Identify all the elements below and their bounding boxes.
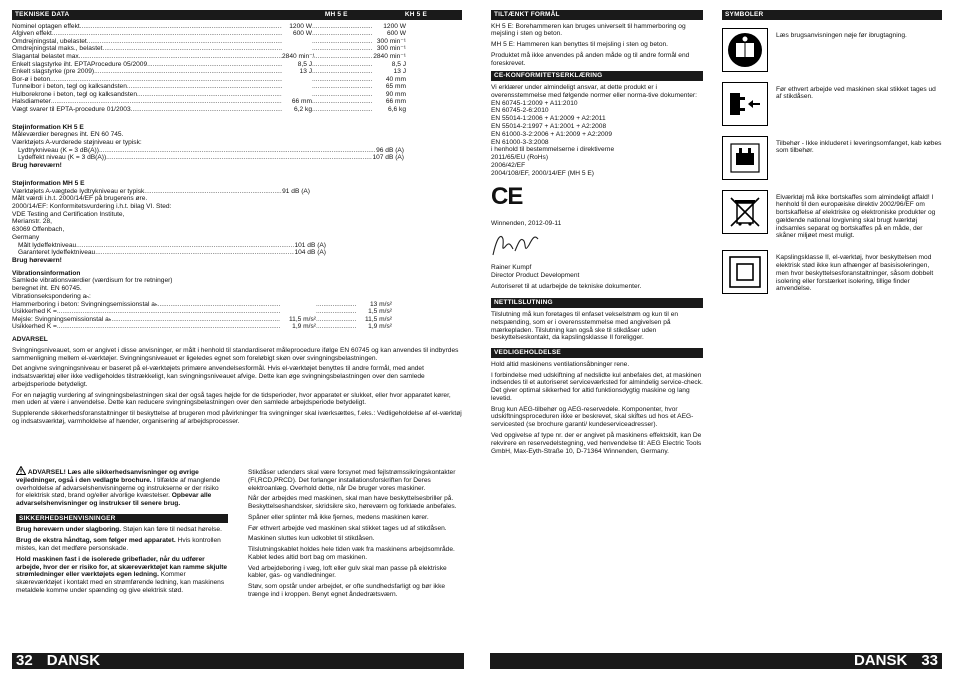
paragraph: Hold altid maskinens ventilationsåbninger rene. bbox=[491, 360, 630, 368]
spec-row bbox=[12, 98, 462, 106]
symbol-description: Tilbehør - Ikke inkluderet i leveringsomfanget, kab købes som tilbehør. bbox=[776, 139, 942, 155]
right-page-col-a: TILTÆNKT FORMÅL KH 5 E: Borehammeren kan bruges universelt til hammerboring og mejsling i sten og beton. MH 5 E: Hammeren kan benyttes til mejsling i sten og beton. Produktet må ikke anvendes på anden måde og til andre formål end foreskrevet. CE-KONFORMITETSERKLÆRING Vi erklærer under almindeligt ansvar, at dette produkt er i overensstemmelse med følgende normer eller norma-tive dokumenter: EN 60745-1:2009 + A11:2010 EN 60745-2-6:2010 EN 55014-1:2006 + A1:2009 + A2:2011 EN 55014-2:1997 + A1:2001 + A2:2008 EN 61000-3-2:2006 + A1:2009 + A2:2009 EN 61000-3-3:2008 i henhold til bestemmelserne i direktiverne 2011/65/EU (RoHs) 2006/42/EF 2004/108/EF, 2000/14/EF (MH 5 E) CE Winnenden, 2012-09-11 Rainer Kumpf Director Product Development Autoriseret til at udarbejde de tekniske dokumenter. NETTILSLUTNING Tilslutning må kun foretages til enfaset vekselstrøm og kun til en netspænding, som er i overensstemmelse med angivelsen på mærkepladen. Tilslutning kan også ske til stikdåser uden beskyttelseskontakt, da kapslingsklasse II foreligger. VEDLIGEHOLDELSE Hold altid maskinens ventilationsåbninger rene. I forbindelse med udskiftning af nedslidte kul anbefales det, at maskinen indsendes til et autoriseret serviceværksted for almindelig service-check. Det giver optimal sikkerhed for altid funktionsdygtig maskine og lang levetid. Brug kun AEG-tilbehør og AEG-reservedele. Komponenter, hvor udskiftningsproceduren ikke er beskrevet, skal skiftes ud hos et AEG-servicested (se brochure garanti/ kundeserviceadresser). Ved opgivelse af type nr. der er angivet på maskinens effektskilt, kan De rekvirere en reservedelstegning, ved henvendelse til: AEG Electric Tools GmbH, Max-Eyth-Straße 10, D-71364 Winnenden, Germany. bbox=[491, 11, 703, 455]
paragraph: Spåner eller splinter må ikke fjernes, medens maskinen kører. bbox=[248, 513, 429, 521]
vib-row: Usikkerhed K = ..... ..... 1,5 m/s² bbox=[12, 308, 462, 316]
spec-label: Hulborekrone i beton, tegl og kalksandsten bbox=[12, 90, 137, 98]
warning-box: ADVARSEL! Læs alle sikkerhedsanvisninger og øvrige vejledninger, også i den vedlagte brochure. I tilfælde af manglende overholdelse af advarselshenvisningerne og instrukserne er der risiko for elektrisk stød, brand og/eller alvorlige kvæstelser. Opbevar alle advarselshenvisninger og instrukser til senere brug. bbox=[16, 466, 228, 508]
spec-value-kh: 600 W bbox=[386, 30, 406, 38]
sym-header: SYMBOLER bbox=[722, 10, 942, 20]
spec-label: Nominel optagen effekt bbox=[12, 22, 80, 30]
spec-value-kh: 66 mm bbox=[385, 98, 406, 106]
page-number-right: 33 bbox=[921, 652, 938, 670]
ce-mark: CE bbox=[491, 183, 523, 211]
paragraph: Ved arbejdeboring i væg, loft eller gulv skal man passe på elektriske kabler, gas- og vandledninger. bbox=[248, 564, 447, 580]
spec-value-kh: 300 min⁻¹ bbox=[376, 45, 406, 53]
warning-column bbox=[16, 466, 228, 598]
spec-value-kh: 90 mm bbox=[385, 90, 406, 98]
spec-label: Vægt svarer til EPTA-procedure 01/2003 bbox=[12, 106, 131, 114]
value-row: Lydtrykniveau (K = 3 dB(A)) ..... 96 dB (A) bbox=[18, 147, 462, 155]
vibration-section: Vibrationsinformation Samlede vibrationsværdier (værdisum for tre retninger) beregnet iht. EN 60745. Vibrationsekspondering aₕ: Hammerboring i beton: Svingningsemissionstal aₕ ..... ..... 13 m/s² Usikkerhed K = ..... ..... 1,5 m/s² Mejsle: Svingningsemissionstal aₕ ..... 11,5 m/s² ..... 11,5 m/s² Usikkerhed K = ..... 1,9 m/s² ..... 1,9 m/s² bbox=[12, 270, 462, 331]
paragraph: Supplerende sikkerhedsforanstaltninger til beskyttelse af brugeren mod påvirkninger fra svingninger skal iværksættes, f.eks.: Vedligeholdelse af el-værktøj og indsatsværktøj, varmholdelse af hænder, organisering af arbejdsprocesser. bbox=[12, 410, 462, 425]
spec-value-mh: 6,2 kg bbox=[294, 106, 312, 114]
paragraph: Det angivne svingningsniveau er baseret på el-værktøjets primære anvendelsesformål. Hvis el-værktøjet benyttes til andre formål, med andet indsatsværktøj eller ikke vedligeholdes tilstrækkeligt, kan svingningsniveauet afvige. Dette kan øge svingningsbelastningen over den samlede arbejdsperiode betydeligt. bbox=[12, 365, 425, 388]
mid-column bbox=[248, 469, 461, 602]
class-ii-icon bbox=[722, 250, 768, 294]
value-row: Lydeffekt niveau (K = 3 dB(A)) ..... 107 dB (A) bbox=[18, 154, 462, 162]
advarsel-section: ADVARSEL Svingningsniveauet, som er angivet i disse anvisninger, er målt i henhold til standardiseret måleprocedure ifølge EN 60745 og kan anvendes til indbyrdes sammenligning mellem el-værktøjer. Svingningsniveauet er ligeledes egnet som foreløbigt skøn over svingningsbelastningen. Det angivne svingningsniveau er baseret på el-værktøjets primære anvendelsesformål. Hvis el-værktøjet benyttes til andre formål, med andet indsatsværktøj eller ikke vedligeholdes tilstrækkeligt, kan svingningsniveauet afvige. Dette kan øge svingningsbelastningen over den samlede arbejdsperiode betydeligt. For en nøjagtig vurdering af svingningsbelastningen skal der også tages højde for de tidsperioder, hvor apparatet er slukket, eller hvor apparatet kører, men uden at være i anvendelse. Dette kan reducere svingningsbelastningen over den samlede arbejdsperiode betydeligt. Supplerende sikkerhedsforanstaltninger til beskyttelse af brugeren mod påvirkninger fra svingninger skal iværksættes, f.eks.: Vedligeholdelse af el-værktøj og indsatsværktøj, varmholdelse af hænder, organisering af arbejdsprocesser. bbox=[12, 336, 462, 425]
paragraph: Stikdåser udendørs skal være forsynet med fejlstrømssikringskontakter (FI,RCD,PRCD). Det forlanger installationsforskriften for Deres elektroanlæg. Overhold dette, når De bruger vores maskiner. bbox=[248, 469, 456, 492]
noise-kh-section: Støjinformation KH 5 E Måleværdier beregnes iht. EN 60 745. Værktøjets A-vurderede støjniveau er typisk: Lydtrykniveau (K = 3 dB(A)) ..... 96 dB (A) Lydeffekt niveau (K = 3 dB(A)) ..... 107 dB (A) Brug høreværn! bbox=[12, 124, 462, 170]
weee-bin-icon bbox=[722, 190, 768, 234]
paragraph: Maskinen sluttes kun udkoblet til stikdåsen. bbox=[248, 535, 375, 543]
paragraph: I forbindelse med udskiftning af nedslidte kul anbefales det, at maskinen indsendes til et autoriseret serviceværksted for almindelig service-check. Det giver optimal sikkerhed for altid funktionsdygtig maskine og lang levetid. bbox=[491, 371, 703, 402]
vib-row: Hammerboring i beton: Svingningsemissionstal aₕ ..... ..... 13 m/s² bbox=[12, 301, 462, 309]
net-header: NETTILSLUTNING bbox=[491, 298, 703, 308]
spec-label: Slagantal belastet max. bbox=[12, 52, 81, 60]
unplug-icon bbox=[722, 82, 768, 126]
tech-data-header: TEKNISKE DATA MH 5 E KH 5 E bbox=[12, 10, 462, 20]
spec-value-mh bbox=[282, 76, 312, 84]
spec-label: Enkelt slagstyrke iht. EPTAProcedure 05/2009 bbox=[12, 60, 148, 68]
ce-line: 2011/65/EU (RoHs) bbox=[491, 154, 549, 162]
sikker-header: SIKKERHEDSHENVISNINGER bbox=[16, 514, 228, 524]
spec-value-mh: 600 W bbox=[292, 30, 312, 38]
ce-header: CE-KONFORMITETSERKLÆRING bbox=[491, 71, 703, 81]
footer-left bbox=[12, 653, 464, 669]
spec-row bbox=[12, 23, 462, 31]
symbol-row bbox=[722, 190, 942, 241]
ce-line: EN 61000-3-2:2006 + A1:2009 + A2:2009 bbox=[491, 130, 612, 138]
spec-label: Halsdiameter bbox=[12, 98, 51, 106]
language-left: DANSK bbox=[46, 652, 101, 670]
paragraph: For en nøjagtig vurdering af svingningsbelastningen skal der også tages højde for de tidsperioder, hvor apparatet er slukket, eller hvor apparatet kører, men uden at være i anvendelse. Dette kan reducere svingningsbelastningen over den samlede arbejdsperiode betydeligt. bbox=[12, 391, 451, 407]
footer-right bbox=[490, 653, 942, 669]
spec-label: Afgiven effekt bbox=[12, 30, 52, 38]
paragraph: Ved opgivelse af type nr. der er angivet på maskinens effektskilt, kan De rekvirere en reservedelstegning, ved henvendelse til: AEG Electric Tools GmbH, Max-Eyth-Straße 10, D-71364 Winnenden, Germany. bbox=[491, 431, 702, 455]
spec-value-kh: 2840 min⁻¹ bbox=[373, 52, 406, 60]
spec-label: Omdrejningstal, ubelastet bbox=[12, 37, 87, 45]
spec-value-mh bbox=[282, 38, 312, 46]
symbol-description: Elværktøj må ikke bortskaffes som almindeligt affald! I henhold til den europæiske direktiv 2002/96/EF om bortskaffelse af elektriske og elektroniske produkter og gældende national lovgivning skal brugt lværktøj indsamles separat og bortskaffes på en måde, der skåner miljøet mest muligt. bbox=[776, 193, 936, 240]
spec-row bbox=[12, 83, 462, 91]
spec-row bbox=[12, 30, 462, 38]
spec-table bbox=[12, 23, 462, 114]
safety-paragraph: Brug de ekstra håndtag, som følger med apparatet. Hvis kontrollen mistes, kan det medføre personskade. bbox=[16, 537, 221, 553]
signature-image bbox=[491, 231, 541, 259]
ved-header: VEDLIGEHOLDELSE bbox=[491, 348, 703, 358]
vib-row: Usikkerhed K = ..... 1,9 m/s² ..... 1,9 m/s² bbox=[12, 323, 462, 331]
paragraph: MH 5 E: Hammeren kan benyttes til mejsling i sten og beton. bbox=[491, 41, 669, 49]
accessory-icon bbox=[722, 136, 768, 180]
spec-value-kh: 65 mm bbox=[385, 83, 406, 91]
ce-line: EN 61000-3-3:2008 bbox=[491, 138, 549, 146]
spec-value-kh: 40 mm bbox=[385, 75, 406, 83]
tilt-header: TILTÆNKT FORMÅL bbox=[491, 10, 703, 20]
spec-value-kh: 6,6 kg bbox=[388, 106, 406, 114]
spec-row bbox=[12, 91, 462, 99]
safety-paragraph: Brug høreværn under slagboring. Støjen kan føre til nedsat hørelse. bbox=[16, 526, 222, 534]
spec-label: Bor-ø i beton bbox=[12, 75, 51, 83]
symbol-row bbox=[722, 136, 942, 180]
ce-line: EN 55014-1:2006 + A1:2009 + A2:2011 bbox=[491, 115, 606, 123]
symbol-description: Læs brugsanvisningen nøje før ibrugtagning. bbox=[776, 31, 907, 39]
right-page-col-b bbox=[722, 10, 942, 304]
paragraph: Produktet må ikke anvendes på anden måde og til andre formål end foreskrevet. bbox=[491, 51, 690, 67]
spec-value-mh bbox=[282, 83, 312, 91]
ce-line: i henhold til bestemmelserne i direktiverne bbox=[491, 146, 615, 154]
spec-row bbox=[12, 76, 462, 84]
spec-value-mh bbox=[282, 91, 312, 99]
spec-value-kh: 1200 W bbox=[383, 22, 406, 30]
spec-row bbox=[12, 53, 462, 61]
vib-row: Mejsle: Svingningsemissionstal aₕ ..... 11,5 m/s² ..... 11,5 m/s² bbox=[12, 316, 462, 324]
safety-paragraph: Hold maskinen fast i de isolerede gribeflader, når du udfører arbejde, hvor der er risiko for, at skæreværktøjet kan ramme skjulte strømledninger eller værktøjets egen ledning. Kommer skæreværktøjet i kontakt med en strømførende ledning, kan maskinens metaldele komme under spænding og give elektrisk stød. bbox=[16, 555, 228, 594]
paragraph: Før ethvert arbejde ved maskinen skal stikket tages ud af stikdåsen. bbox=[248, 524, 447, 532]
spec-row bbox=[12, 68, 462, 76]
paragraph: KH 5 E: Borehammeren kan bruges universelt til hammerboring og mejsling i sten og beton. bbox=[491, 22, 686, 38]
spec-value-kh: 13 J bbox=[393, 68, 406, 76]
spec-row bbox=[12, 45, 462, 53]
language-right: DANSK bbox=[853, 652, 908, 670]
spec-value-kh: 300 min⁻¹ bbox=[376, 37, 406, 45]
spec-value-mh bbox=[282, 45, 312, 53]
page-number-left: 32 bbox=[16, 652, 33, 670]
spec-value-mh: 1200 W bbox=[289, 22, 312, 30]
symbol-row bbox=[722, 28, 942, 72]
paragraph: Svingningsniveauet, som er angivet i disse anvisninger, er målt i henhold til standardiseret måleprocedure ifølge EN 60745 og kan anvendes til indbyrdes sammenligning mellem el-værktøjer. Svingningsniveauet er ligeledes egnet som foreløbigt skøn over svingningsbelastningen. bbox=[12, 346, 459, 362]
spec-value-mh: 13 J bbox=[299, 68, 312, 76]
noise-mh-section: Støjinformation MH 5 E Værktøjets A-vægtede lydtrykniveau er typisk ..... 91 dB (A) Målt værdi i.h.t. 2000/14/EF på brugerens øre. 2000/14/EF: Konformitetsvurdering i.h.t. bilag VI. Sted: VDE Testing and Certification Institute, Merianstr. 28, 63069 Offenbach, Germany Målt lydeffektniveau ..... 101 dB (A) Garanteret lydeffektniveau ..... 104 dB (A) Brug høreværn! bbox=[12, 180, 462, 265]
symbol-row bbox=[722, 82, 942, 126]
spec-label: Tunnelbor i beton, tegl og kalksandsten bbox=[12, 83, 127, 91]
ce-line: EN 55014-2:1997 + A1:2001 + A2:2008 bbox=[491, 122, 607, 130]
paragraph: Brug kun AEG-tilbehør og AEG-reservedele. Komponenter, hvor udskiftningsproceduren ikke er beskrevet, skal skiftes ud hos et AEG-servicested (se brochure garanti/ kundeserviceadresser). bbox=[491, 405, 694, 429]
value-row: Målt lydeffektniveau ..... 101 dB (A) bbox=[18, 242, 462, 250]
ce-line: EN 60745-2-6:2010 bbox=[491, 107, 549, 115]
read-manual-icon bbox=[722, 28, 768, 72]
spec-row bbox=[12, 61, 462, 69]
spec-label: Omdrejningstal maks., belastet bbox=[12, 45, 103, 53]
symbol-description: Kapslingsklasse II, el-værktøj, hvor beskyttelsen mod elektrisk stød ikke kun afhænger af basisisoleringen, men hvor beskyttelsesforanstaltninger, såsom dobbelt isolering eller forstærket isolering, tillige finder anvendelse. bbox=[776, 254, 934, 293]
spec-value-kh: 8,5 J bbox=[391, 60, 406, 68]
ce-line: EN 60745-1:2009 + A11:2010 bbox=[491, 99, 578, 107]
spec-value-mh: 2840 min⁻¹ bbox=[282, 52, 315, 60]
spec-value-mh: 66 mm bbox=[291, 98, 312, 106]
paragraph: Støv, som opstår under arbejdet, er ofte sundhedsfarligt og bør ikke trænge ind i kroppen. Benyt egnet åndedrætsværn. bbox=[248, 583, 446, 598]
spec-row bbox=[12, 38, 462, 46]
value-row: Garanteret lydeffektniveau ..... 104 dB (A) bbox=[18, 249, 462, 257]
spec-row bbox=[12, 106, 462, 114]
spec-value-mh: 8,5 J bbox=[297, 60, 312, 68]
symbol-list bbox=[722, 28, 942, 295]
ce-line: Vi erklærer under almindeligt ansvar, at dette produkt er i overensstemmelse med følgende normer eller norma-tive dokumenter: bbox=[491, 84, 697, 99]
paragraph: Når der arbejdes med maskinen, skal man have beskyttelsesbriller på. Beskyttelseshandsker, skridsikre sko, høreværn og forklæde anbefales. bbox=[248, 495, 457, 511]
spec-label: Enkelt slagstyrke (pre 2009) bbox=[12, 68, 95, 76]
paragraph: Tilslutningskablet holdes hele tiden væk fra maskinens arbejdsområde. Kablet ledes altid bort bag om maskinen. bbox=[248, 546, 455, 561]
symbol-row bbox=[722, 250, 942, 294]
symbol-description: Før ethvert arbejde ved maskinen skal stikket tages ud af stikdåsen. bbox=[776, 85, 936, 101]
warning-triangle-icon bbox=[16, 466, 26, 475]
ce-line: 2004/108/EF, 2000/14/EF (MH 5 E) bbox=[491, 169, 594, 177]
ce-line: 2006/42/EF bbox=[491, 161, 526, 169]
left-page bbox=[12, 10, 462, 429]
